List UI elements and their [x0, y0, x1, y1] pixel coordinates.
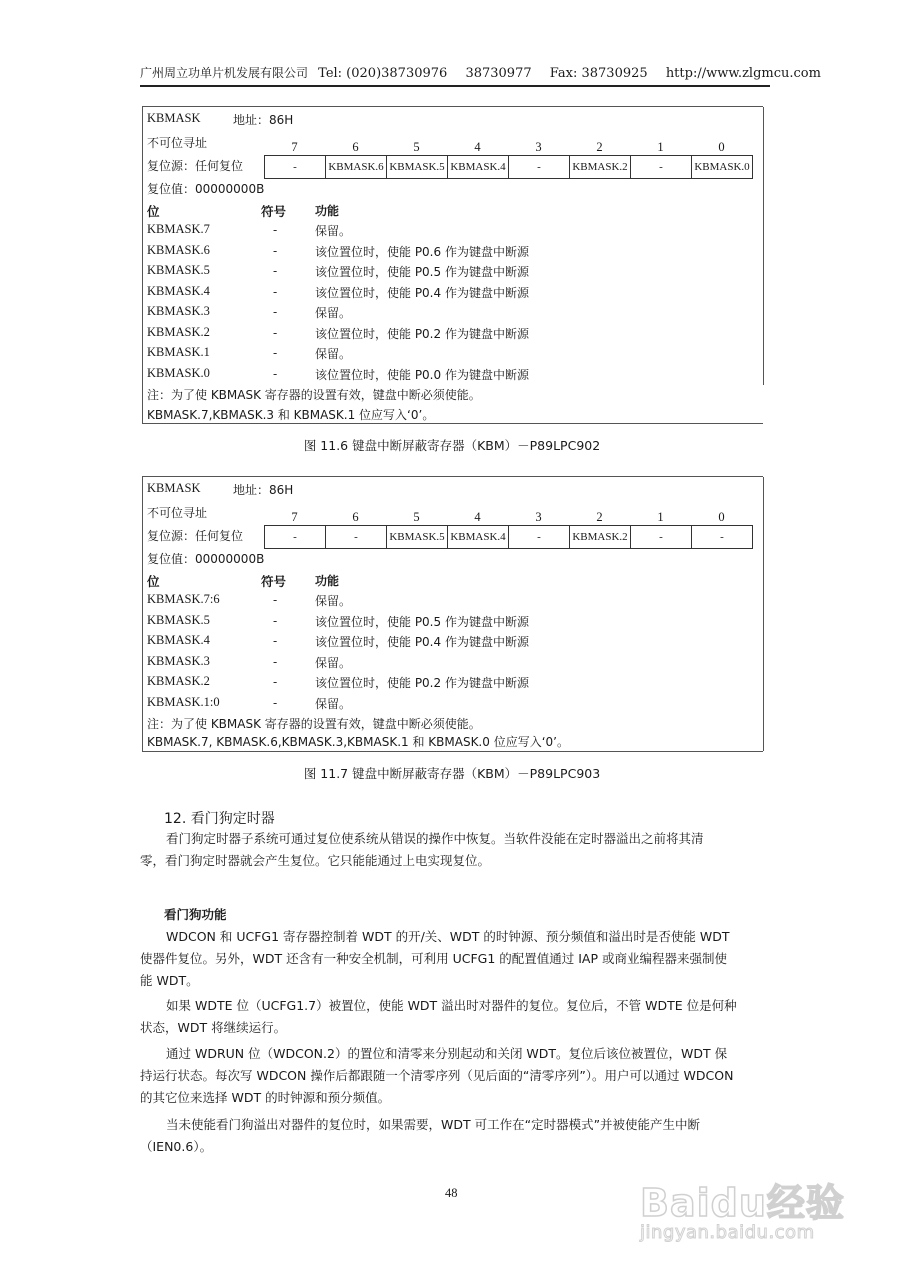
row-bit: KBMASK.3: [147, 304, 210, 318]
reset-value-label: 复位值：00000000B: [147, 552, 265, 566]
bit-number: 0: [718, 140, 725, 154]
bit-cell: -: [265, 526, 326, 548]
bit-number-row: [264, 510, 752, 526]
bit-number: 6: [352, 140, 359, 154]
table-row: [143, 695, 743, 715]
table-row: [143, 243, 743, 263]
row-function: 保留。: [315, 655, 352, 670]
row-function: 该位置位时，使能 P0.5 作为键盘中断源: [315, 265, 529, 279]
row-symbol: -: [273, 633, 278, 648]
row-symbol: -: [273, 324, 278, 340]
register-name: KBMASK: [147, 481, 201, 495]
table-row: [143, 654, 743, 674]
row-bit: KBMASK.6: [147, 242, 210, 257]
row-symbol: -: [273, 694, 278, 710]
col-header-function: 功能: [315, 574, 340, 588]
figure-caption-11-6: 图 11.6 键盘中断屏蔽寄存器（KBM）－P89LPC902: [303, 438, 601, 453]
note-line-2: KBMASK.7,KBMASK.3 和 KBMASK.1 位应写入‘0’。: [147, 408, 435, 422]
note-line-1: 注：为了使 KBMASK 寄存器的设置有效，键盘中断必须使能。: [147, 388, 481, 402]
baidu-watermark: [640, 1172, 855, 1252]
row-symbol: -: [273, 612, 278, 628]
row-function: 保留。: [315, 696, 352, 711]
row-symbol: -: [273, 222, 278, 237]
text-line: （IEN0.6）。: [140, 1139, 213, 1154]
header-url[interactable]: http://www.zlgmcu.com: [665, 66, 821, 81]
row-function: 该位置位时，使能 P0.5 作为键盘中断源: [315, 614, 529, 629]
bit-cell: KBMASK.4: [448, 526, 509, 548]
row-function: 保留。: [315, 347, 352, 361]
text-line: 看门狗定时器子系统可通过复位使系统从错误的操作中恢复。当软件没能在定时器溢出之前将其清: [166, 831, 704, 846]
bit-number: 1: [657, 140, 664, 154]
paragraph: [140, 1114, 765, 1158]
bit-number: 1: [657, 510, 664, 524]
note-line-1: 注：为了使 KBMASK 寄存器的设置有效，键盘中断必须使能。: [147, 717, 481, 731]
col-header-symbol: 符号: [261, 204, 287, 219]
table-row: [143, 304, 743, 324]
col-header-bit: 位: [147, 575, 160, 589]
paragraph: [140, 995, 765, 1039]
text-line: 使器件复位。另外，WDT 还含有一种安全机制，可利用 UCFG1 的配置值通过 IAP 或商业编程器来强制使: [140, 951, 727, 966]
row-function: 该位置位时，使能 P0.6 作为键盘中断源: [315, 244, 529, 259]
row-function: 该位置位时，使能 P0.4 作为键盘中断源: [315, 285, 529, 300]
bit-cell: KBMASK.2: [570, 156, 631, 178]
bit-number: 4: [474, 510, 481, 524]
table-row: [143, 325, 743, 345]
bit-cell: -: [631, 156, 692, 178]
table-row: [143, 592, 743, 612]
bit-cell: -: [326, 526, 387, 548]
row-symbol: -: [273, 304, 278, 319]
bit-cell: KBMASK.0: [694, 161, 750, 173]
bit-cell: KBMASK.2: [570, 526, 631, 548]
text-line: 零，看门狗定时器就会产生复位。它只能能通过上电实现复位。: [140, 853, 491, 868]
paragraph: [140, 1043, 765, 1109]
bit-number: 3: [535, 140, 542, 154]
bit-number: 5: [413, 140, 420, 154]
col-header-function: 功能: [315, 204, 340, 218]
header-rule: [140, 85, 770, 87]
text-line: 状态，WDT 将继续运行。: [140, 1020, 287, 1035]
register-address: 地址：86H: [233, 113, 294, 127]
bit-number: 4: [474, 140, 481, 154]
text-line: 当未使能看门狗溢出对器件的复位时，如果需要，WDT 可工作在“定时器模式”并被使能产生中断: [166, 1117, 701, 1132]
bit-number-row: [264, 140, 752, 156]
reset-source-label: 复位源：任何复位: [147, 159, 244, 173]
header-fax: Fax: 38730925: [549, 66, 648, 81]
row-symbol: -: [273, 365, 278, 381]
row-symbol: -: [273, 592, 278, 607]
page-number: 48: [445, 1186, 458, 1200]
row-bit: KBMASK.3: [147, 653, 210, 668]
text-line: 持运行状态。每次写 WDCON 操作后都跟随一个清零序列（见后面的“清零序列”）。用户可以通过 WDCON: [140, 1068, 734, 1083]
row-bit: KBMASK.4: [147, 633, 210, 647]
bit-cell: -: [509, 156, 570, 178]
row-bit: KBMASK.4: [147, 283, 210, 298]
row-bit: KBMASK.7:6: [147, 592, 220, 606]
table-row: [143, 263, 743, 283]
row-bit: KBMASK.5: [147, 263, 210, 277]
text-line: 通过 WDRUN 位（WDCON.2）的置位和清零来分别起动和关闭 WDT。复位后该位被置位，WDT 保: [166, 1046, 728, 1061]
row-bit: KBMASK.2: [147, 324, 210, 339]
bit-number: 2: [596, 510, 603, 524]
header-company: 广州周立功单片机发展有限公司: [140, 66, 309, 80]
header-tel: Tel: (020)38730976: [318, 66, 448, 81]
bit-cell: -: [720, 531, 724, 543]
row-symbol: -: [273, 242, 278, 258]
bit-cell: KBMASK.6: [326, 156, 387, 178]
text-line: 的其它位来选择 WDT 的时钟源和预分频值。: [140, 1090, 391, 1105]
bit-cell: KBMASK.5: [387, 526, 448, 548]
column-headers: [143, 202, 743, 222]
row-bit: KBMASK.1: [147, 345, 210, 359]
row-symbol: -: [273, 263, 278, 278]
figure-caption-11-7: 图 11.7 键盘中断屏蔽寄存器（KBM）－P89LPC903: [303, 766, 601, 781]
table-row: [143, 222, 743, 242]
bit-number: 7: [291, 510, 298, 524]
bit-field-table: [264, 525, 753, 549]
register-address: 地址：86H: [233, 483, 294, 497]
table-row: [143, 613, 743, 633]
bit-number: 3: [535, 510, 542, 524]
row-symbol: -: [273, 674, 278, 689]
reset-value-label: 复位值：00000000B: [147, 182, 265, 196]
bit-field-table: [264, 155, 753, 179]
box-right-border: [763, 477, 765, 751]
register-name: KBMASK: [147, 111, 201, 125]
bit-cell: -: [631, 526, 692, 548]
bit-number: 6: [352, 510, 359, 524]
row-function: 保留。: [315, 306, 352, 320]
row-symbol: -: [273, 345, 278, 360]
col-header-bit: 位: [147, 205, 160, 219]
table-row: [143, 284, 743, 304]
row-symbol: -: [273, 283, 278, 299]
watermark-url: jingyan.baidu.com: [640, 1222, 815, 1243]
row-function: 该位置位时，使能 P0.0 作为键盘中断源: [315, 367, 529, 382]
header-tel2: 38730977: [465, 66, 532, 81]
note-line-2: KBMASK.7, KBMASK.6,KBMASK.3,KBMASK.1 和 KBMASK.0 位应写入‘0’。: [147, 735, 569, 749]
bit-number: 0: [718, 510, 725, 524]
row-function: 该位置位时，使能 P0.2 作为键盘中断源: [315, 326, 529, 341]
bit-cell: KBMASK.5: [387, 156, 448, 178]
bit-addressable-label: 不可位寻址: [147, 506, 208, 520]
row-function: 该位置位时，使能 P0.2 作为键盘中断源: [315, 676, 529, 690]
reset-source-label: 复位源：任何复位: [147, 529, 244, 543]
page-header: [140, 64, 821, 81]
register-figure-11-6: [142, 106, 763, 424]
paragraph: [140, 926, 765, 992]
row-bit: KBMASK.5: [147, 612, 210, 627]
row-function: 保留。: [315, 224, 352, 238]
box-right-border: [763, 107, 765, 385]
table-row: [143, 345, 743, 365]
column-headers: [143, 572, 743, 592]
register-figure-11-7: [142, 476, 763, 752]
row-bit: KBMASK.7: [147, 222, 210, 236]
row-bit: KBMASK.0: [147, 365, 210, 380]
col-header-symbol: 符号: [261, 574, 287, 589]
bit-cell: -: [509, 526, 570, 548]
row-symbol: -: [273, 653, 278, 669]
bit-addressable-label: 不可位寻址: [147, 136, 208, 150]
row-function: 该位置位时，使能 P0.4 作为键盘中断源: [315, 635, 529, 649]
bit-number: 7: [291, 140, 298, 154]
section-title: 12. 看门狗定时器: [164, 811, 275, 827]
table-row: [143, 366, 743, 386]
bit-number: 5: [413, 510, 420, 524]
subsection-title: 看门狗功能: [164, 907, 227, 922]
bit-cell: KBMASK.4: [448, 156, 509, 178]
row-bit: KBMASK.2: [147, 674, 210, 688]
watermark-logo: Baidu经验: [640, 1181, 845, 1225]
section-intro: [140, 828, 765, 872]
row-bit: KBMASK.1:0: [147, 694, 220, 709]
row-function: 保留。: [315, 594, 352, 608]
table-row: [143, 674, 743, 694]
text-line: 能 WDT。: [140, 973, 199, 988]
table-row: [143, 633, 743, 653]
text-line: 如果 WDTE 位（UCFG1.7）被置位，使能 WDT 溢出时对器件的复位。复位后，不管 WDTE 位是何种: [166, 998, 737, 1013]
bit-cell: -: [265, 156, 326, 178]
text-line: WDCON 和 UCFG1 寄存器控制着 WDT 的开/关、WDT 的时钟源、预分频值和溢出时是否使能 WDT: [166, 929, 730, 944]
bit-number: 2: [596, 140, 603, 154]
